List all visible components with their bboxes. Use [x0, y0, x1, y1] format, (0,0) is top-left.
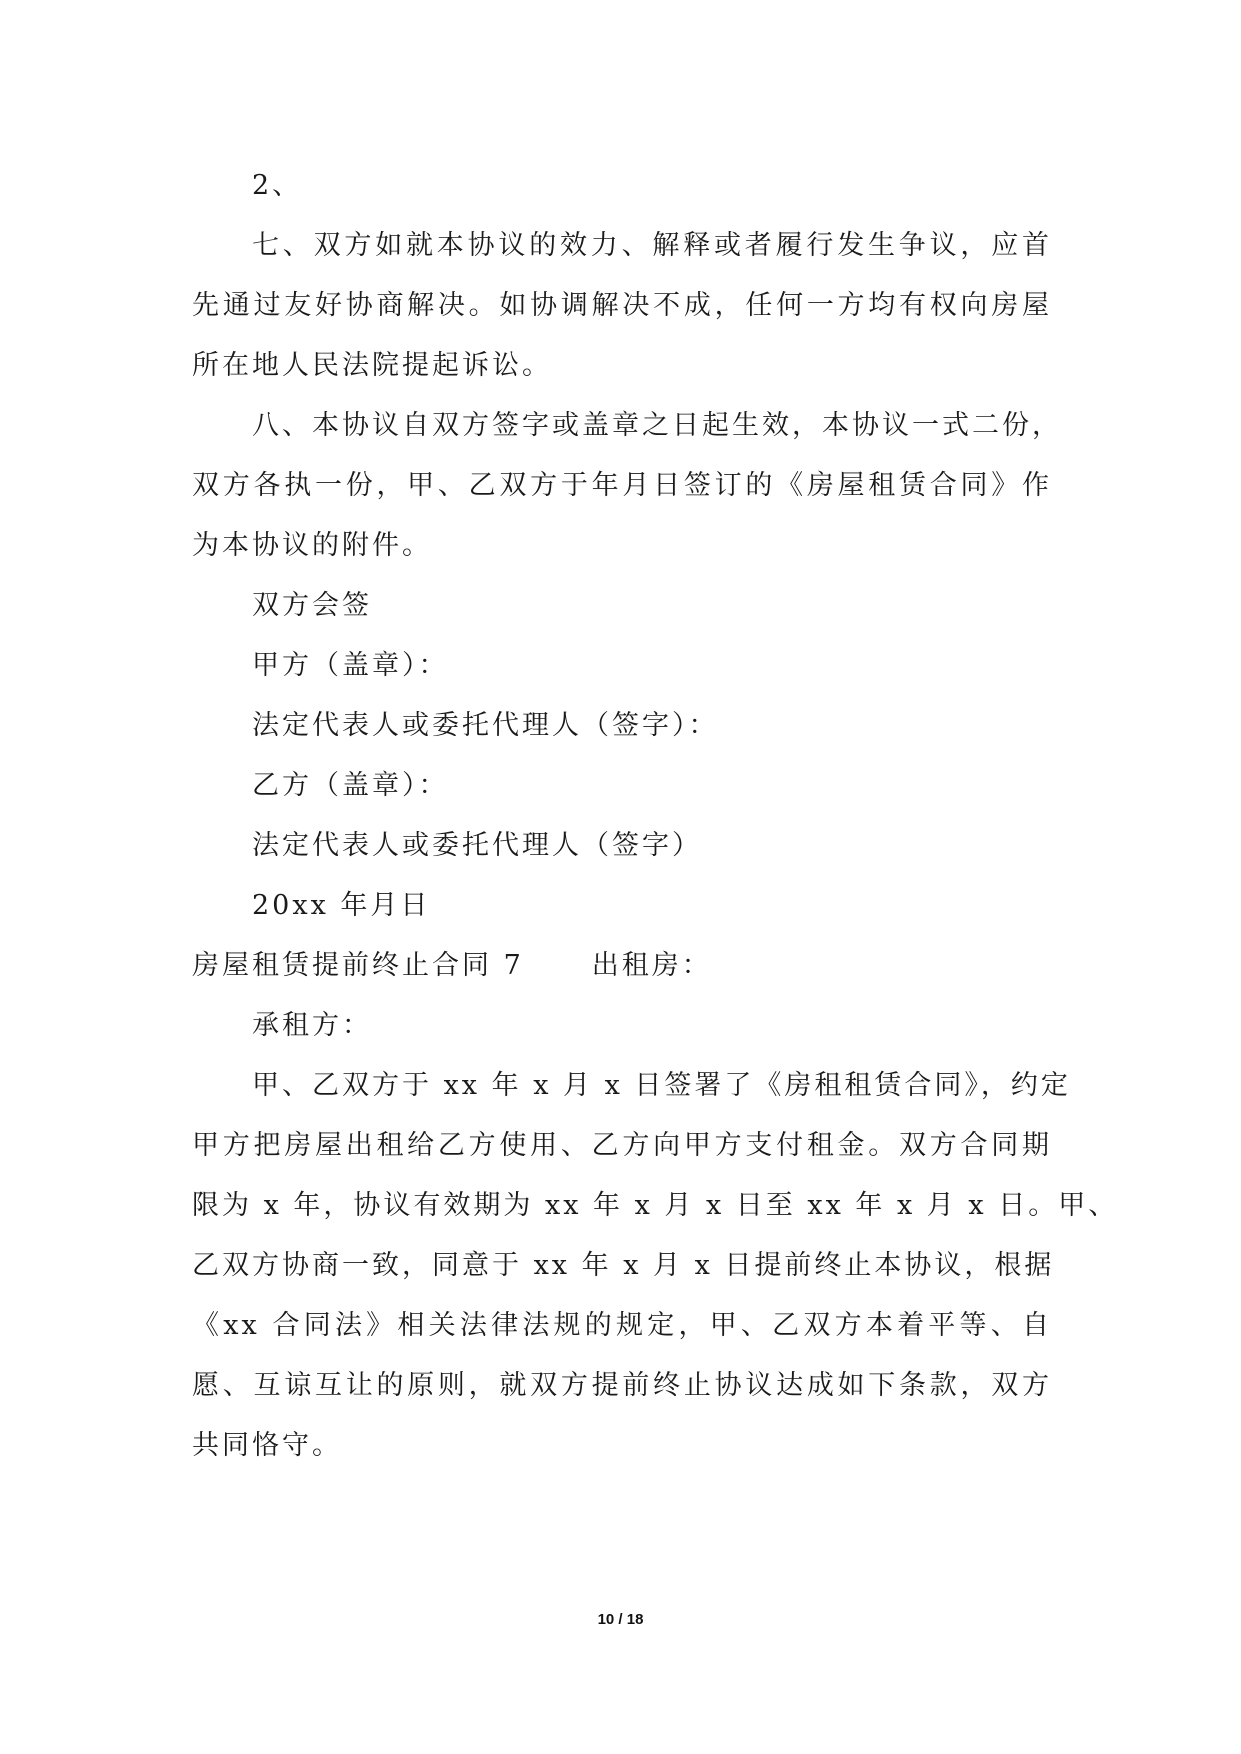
contract-title-line [192, 946, 1052, 986]
clause-8-line-3: 为本协议的附件。 [192, 530, 432, 561]
clause-7-line-1: 七、双方如就本协议的效力、解释或者履行发生争议，应首 [252, 230, 1052, 261]
page-number: 10 / 18 [597, 1611, 644, 1628]
party-b-representative: 法定代表人或委托代理人（签字） [252, 830, 702, 861]
party-a-seal: 甲方（盖章）： [252, 650, 449, 681]
party-a-representative: 法定代表人或委托代理人（签字）： [252, 710, 719, 741]
body-paragraph-line-3: 限为 x 年，协议有效期为 xx 年 x 月 x 日至 xx 年 x 月 x 日。甲、 [192, 1190, 1119, 1221]
body-paragraph-line-2: 甲方把房屋出租给乙方使用、乙方向甲方支付租金。双方合同期 [192, 1130, 1052, 1161]
item-number-2: 2、 [252, 170, 303, 201]
body-paragraph-line-7: 共同恪守。 [192, 1430, 342, 1461]
clause-7-line-2: 先通过友好协商解决。如协调解决不成，任何一方均有权向房屋 [192, 290, 1052, 321]
lessor-label: 出租房： [591, 950, 712, 981]
lessee-label: 承租方： [252, 1010, 372, 1041]
clause-8-line-1: 八、本协议自双方签字或盖章之日起生效，本协议一式二份， [252, 410, 1062, 441]
clause-7-line-3: 所在地人民法院提起诉讼。 [192, 350, 552, 381]
body-paragraph-line-4: 乙双方协商一致，同意于 xx 年 x 月 x 日提前终止本协议，根据 [192, 1250, 1055, 1281]
signing-date: 20xx 年月日 [252, 890, 431, 921]
contract-title: 房屋租赁提前终止合同 7 [192, 950, 524, 981]
clause-8-line-2: 双方各执一份，甲、乙双方于年月日签订的《房屋租赁合同》作 [192, 470, 1052, 501]
body-paragraph-line-5: 《xx 合同法》相关法律法规的规定，甲、乙双方本着平等、自 [192, 1310, 1052, 1341]
countersign-heading: 双方会签 [252, 590, 372, 621]
body-paragraph-line-1: 甲、乙双方于 xx 年 x 月 x 日签署了《房租租赁合同》，约定 [252, 1070, 1071, 1101]
body-paragraph-line-6: 愿、互谅互让的原则，就双方提前终止协议达成如下条款，双方 [192, 1370, 1052, 1401]
party-b-seal: 乙方（盖章）： [252, 770, 449, 801]
